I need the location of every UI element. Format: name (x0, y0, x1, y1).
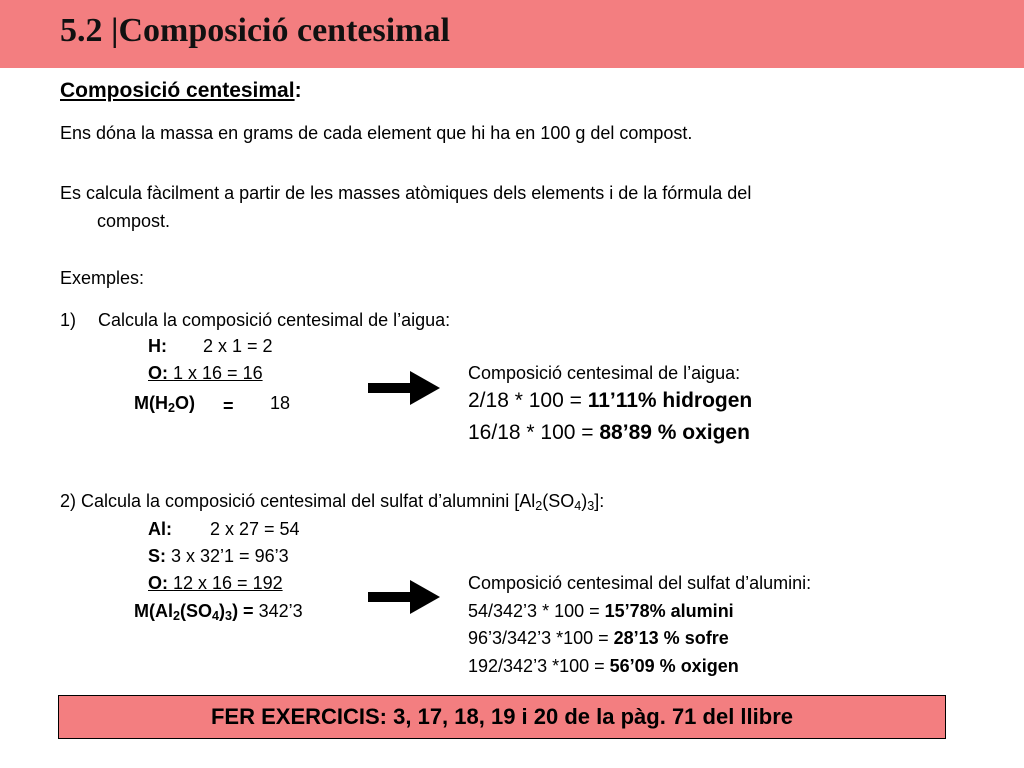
example2-result-2 (468, 627, 729, 649)
example2-al-calc: 2 x 27 = 54 (210, 519, 300, 539)
example2-r2-calc: 96’3/342’3 *100 = (468, 628, 614, 648)
example1-molar-mass (134, 392, 195, 414)
example1-question: Calcula la composició centesimal de l’aigua: (98, 310, 451, 330)
example2-o-row (148, 572, 283, 594)
example2-result-title: Composició centesimal del sulfat d’alumini: (468, 573, 812, 593)
intro-paragraph-2-line2: compost. (97, 211, 171, 231)
example2-m-equals: ) = (232, 601, 254, 621)
example2-q-sub3: 3 (587, 499, 595, 514)
example2-m-sub1: 2 (173, 609, 181, 624)
example2-result-3 (468, 655, 739, 677)
example2-m-sub3: 3 (225, 609, 233, 624)
section-heading-label: Composició centesimal (60, 79, 295, 102)
example2-molar-mass (134, 600, 303, 622)
arrow-right-icon (368, 580, 440, 614)
arrow-right-icon (368, 371, 440, 405)
example2-q-end: ]: (594, 491, 605, 511)
example1-r2-result: 88’89 % oxigen (599, 421, 750, 444)
example1-r1-result: 11’11% hidrogen (587, 389, 753, 412)
example1-r1-calc: 2/18 * 100 = (468, 389, 588, 412)
example2-q-sub1: 2 (535, 499, 543, 514)
example1-m-value: 18 (270, 393, 291, 413)
page-title: 5.2 |Composició centesimal (60, 12, 450, 49)
example1-h-calc: 2 x 1 = 2 (203, 336, 273, 356)
example2-r1-calc: 54/342’3 * 100 = (468, 601, 605, 621)
example2-question (60, 490, 604, 512)
example1-o-row (148, 362, 263, 384)
example1-m-suffix: O) (175, 393, 196, 413)
example2-m-value: 342’3 (258, 601, 303, 621)
example2-r3-calc: 192/342’3 *100 = (468, 656, 610, 676)
example1-o-calc: 1 x 16 = 16 (173, 363, 263, 383)
example2-r1-result: 15’78% alumini (604, 601, 734, 621)
example2-q-prefix: 2) Calcula la composició centesimal del sulfat d’alumnini [Al (60, 491, 536, 511)
examples-label: Exemples: (60, 268, 145, 288)
example1-result-title: Composició centesimal de l’aigua: (468, 363, 741, 383)
example2-q-mid: (SO (542, 491, 575, 511)
example1-result-1 (468, 389, 752, 413)
example2-m-sub2: 4 (212, 609, 220, 624)
example2-m-prefix: M(Al (134, 601, 173, 621)
exercises-banner (58, 695, 946, 739)
intro-paragraph-1: Ens dóna la massa en grams de cada element que hi ha en 100 g del compost. (60, 123, 693, 143)
title-bar (0, 0, 1024, 68)
example1-number: 1) (60, 310, 77, 330)
intro-paragraph-2-line1: Es calcula fàcilment a partir de les masses atòmiques dels elements i de la fórmula del (60, 183, 752, 203)
example1-r2-calc: 16/18 * 100 = (468, 421, 600, 444)
example2-o-calc: 12 x 16 = 192 (173, 573, 283, 593)
example2-q-close: ) (581, 491, 588, 511)
example2-result-1 (468, 600, 734, 622)
example1-m-equals: = (223, 396, 234, 416)
example2-r3-result: 56’09 % oxigen (609, 656, 739, 676)
example2-r2-result: 28’13 % sofre (613, 628, 729, 648)
example1-m-sub: 2 (168, 401, 176, 416)
example1-result-2 (468, 421, 750, 445)
example2-o-label: O: (148, 573, 168, 593)
example2-s-row (148, 545, 289, 567)
exercises-banner-text: FER EXERCICIS: 3, 17, 18, 19 i 20 de la pàg. 71 del llibre (210, 704, 793, 729)
example2-s-calc: 3 x 32’1 = 96’3 (171, 546, 289, 566)
heading-colon: : (294, 79, 302, 102)
example2-s-label: S: (148, 546, 166, 566)
example2-m-mid: (SO (180, 601, 213, 621)
section-heading (60, 80, 302, 102)
example2-al-label: Al: (148, 519, 172, 539)
example2-m-close: ) (219, 601, 226, 621)
example1-m-prefix: M(H (134, 393, 168, 413)
example1-h-label: H: (148, 336, 167, 356)
example2-q-sub2: 4 (574, 499, 582, 514)
example1-o-label: O: (148, 363, 168, 383)
